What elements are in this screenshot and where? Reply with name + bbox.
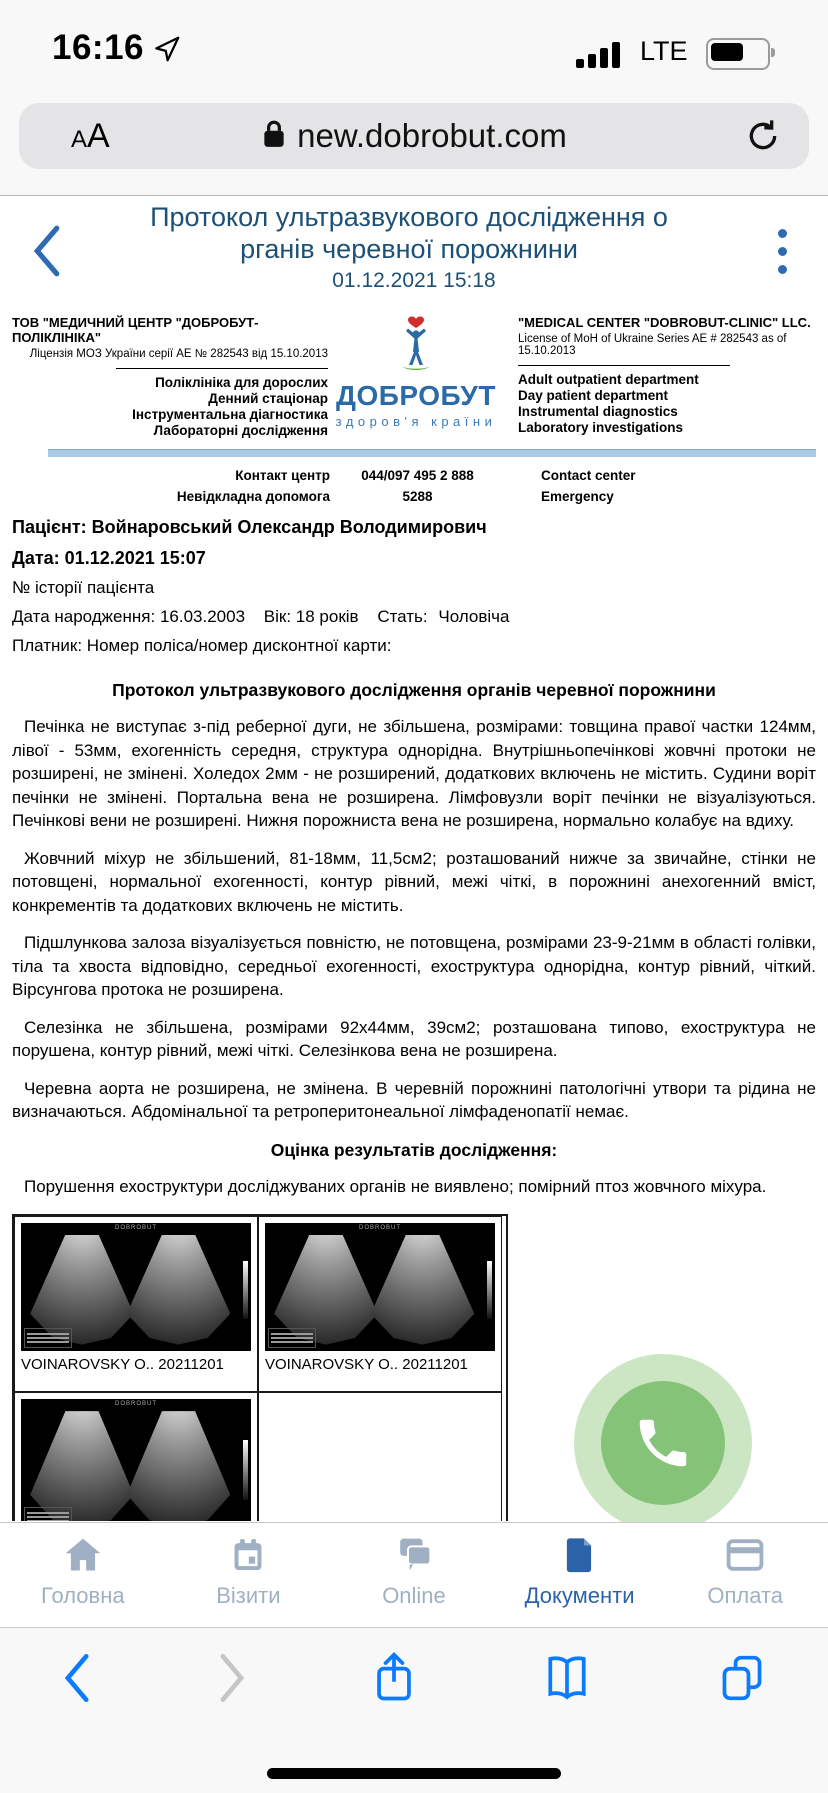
company-name-ua: ТОВ "МЕДИЧНИЙ ЦЕНТР "ДОБРОБУТ-ПОЛІКЛІНІКА" xyxy=(12,315,259,345)
page-title xyxy=(90,201,728,265)
contact-label-en: Contact center xyxy=(541,468,636,483)
tab-documents[interactable] xyxy=(497,1523,663,1628)
tab-label: Головна xyxy=(41,1583,125,1608)
url-text: new.dobrobut.com xyxy=(297,117,567,154)
license-en: License of MoH of Ukraine Series AE # 282543 as of 15.10.2013 xyxy=(518,333,787,357)
report-paragraph-gallbladder: Жовчний міхур не збільшений, 81-18мм, 11,5см2; розташований нижче за звичайне, стінки не потовщені, нормальної ехогенності, контур рівний, межі чіткі, в порожнині анехогенний вміст, конкрементів та додаткових включень не містить. xyxy=(12,848,816,915)
logo-figure-icon xyxy=(394,315,438,373)
scan-header-text: DOBROBUT xyxy=(114,1225,157,1231)
letterhead-divider xyxy=(48,449,816,457)
report-paragraph-aorta: Черевна аорта не розширена, не змінена. В черевній порожнині патологічні утвори та рідина не визначаються. Абдомінальної та ретроперитонеальної лімфаденопатії немає. xyxy=(12,1078,816,1121)
url-bar[interactable] xyxy=(19,103,809,169)
cellular-signal-icon xyxy=(576,42,628,68)
ultrasound-image-grid xyxy=(12,1214,508,1521)
patient-label: Пацієнт: xyxy=(12,517,87,537)
chrome-divider xyxy=(0,195,828,196)
document-icon xyxy=(562,1536,598,1574)
phone-icon xyxy=(632,1412,694,1474)
ultrasound-image xyxy=(21,1223,251,1351)
contact-label-ua: Невідкладна допомога xyxy=(176,489,330,504)
contact-value: 044/097 495 2 888 xyxy=(361,468,474,483)
date-value: 01.12.2021 15:07 xyxy=(64,548,206,568)
tab-online[interactable] xyxy=(331,1523,497,1628)
network-type-label: LTE xyxy=(640,36,688,66)
letterhead-ua xyxy=(12,315,328,439)
payer-line xyxy=(12,636,816,656)
service-en: Adult outpatient department xyxy=(518,372,699,387)
status-time: 16:16 xyxy=(52,28,145,67)
chat-bubbles-icon xyxy=(393,1536,435,1574)
service-ua: Інструментальна діагностика xyxy=(132,407,328,422)
browser-forward-button[interactable] xyxy=(217,1653,247,1708)
tab-label: Візити xyxy=(216,1583,281,1608)
refresh-button[interactable] xyxy=(743,115,783,162)
report-paragraph-liver: Печінка не виступає з-під реберної дуги, не збільшена, розмірами: товщина правої частки 124мм, лівої - 53мм, ехогенність середня, структура однорідна. Внутрішньопечінкові жовчні протоки не розширені, не змінені. Холедох 2мм - не розширений, додаткових включень не містить. Судини воріт печінки не змінені. Портальна вена не розширена. Лімфовузли воріт печінки не візуалізуються. Печінкові вени не розширені. Нижня порожниста вена не розширена, нормально колабує на вдиху. xyxy=(12,717,816,830)
contact-label-en: Emergency xyxy=(541,489,614,504)
logo-tagline: здоров'я країни xyxy=(335,414,497,429)
payer-label: Платник: xyxy=(12,636,83,655)
document-datetime: 01.12.2021 15:18 xyxy=(332,269,496,292)
service-ua: Лабораторні дослідження xyxy=(153,423,328,438)
url-field[interactable] xyxy=(19,117,809,157)
dob-label: Дата народження: xyxy=(12,607,156,626)
tab-visits[interactable] xyxy=(166,1523,332,1628)
reader-text-size-button[interactable]: AA xyxy=(71,117,110,155)
exam-date-line xyxy=(12,548,816,569)
image-caption: VOINAROVSKY O.. 20211201 xyxy=(21,1356,224,1373)
ultrasound-cell xyxy=(14,1392,258,1521)
report-title: Протокол ультразвукового дослідження органів черевної порожнини xyxy=(112,680,716,700)
calendar-icon xyxy=(228,1536,268,1574)
company-name-en: "MEDICAL CENTER "DOBROBUT-CLINIC" LLC. xyxy=(518,315,811,330)
birth-line xyxy=(12,607,816,627)
license-ua: Ліцензія МОЗ України серії АЕ № 282543 від 15.10.2013 xyxy=(29,348,328,360)
home-indicator[interactable] xyxy=(267,1768,561,1779)
image-caption: VOINAROVSKY O.. 20211201 xyxy=(265,1356,468,1373)
call-floating-button[interactable] xyxy=(574,1354,752,1532)
service-ua: Денний стаціонар xyxy=(208,391,328,406)
ultrasound-image xyxy=(265,1223,495,1351)
payer-value: Номер поліса/номер дисконтної карти: xyxy=(86,636,392,655)
page-title-line2: рганів черевної порожнини xyxy=(240,234,578,264)
service-en: Instrumental diagnostics xyxy=(518,404,678,419)
card-icon xyxy=(724,1536,766,1574)
contact-label-ua: Контакт центр xyxy=(235,468,330,483)
service-en: Laboratory investigations xyxy=(518,420,684,435)
ultrasound-cell xyxy=(14,1216,258,1392)
scan-header-text: DOBROBUT xyxy=(358,1225,401,1231)
contact-value: 5288 xyxy=(402,489,433,504)
sex-label: Стать: xyxy=(377,607,428,626)
app-tab-bar xyxy=(0,1522,828,1628)
contacts-block xyxy=(12,465,816,507)
share-button[interactable] xyxy=(371,1650,417,1711)
service-en: Day patient department xyxy=(518,388,669,403)
tab-label: Документи xyxy=(524,1583,635,1608)
tab-label: Online xyxy=(382,1583,446,1608)
safari-toolbar xyxy=(0,1627,828,1793)
report-paragraph-pancreas: Підшлункова залоза візуалізується повністю, не потовщена, розмірами 23-9-21мм в області голівки, тіла та хвоста відповідно, середньої ехогенності, ехоструктура однорідна, контур рівний, чіткий. Вірсунгова протока не розширена. xyxy=(12,933,816,999)
browser-chrome xyxy=(0,0,828,196)
age-value: 18 років xyxy=(295,607,359,626)
assessment-heading: Оцінка результатів дослідження: xyxy=(270,1139,558,1160)
tab-payment[interactable] xyxy=(662,1523,828,1628)
browser-back-button[interactable] xyxy=(62,1653,92,1708)
contact-row xyxy=(12,486,816,507)
status-bar xyxy=(0,18,828,78)
clinic-letterhead xyxy=(12,315,816,439)
sex-value: Чоловіча xyxy=(438,607,510,626)
scan-header-text: DOBROBUT xyxy=(114,1401,157,1407)
report-paragraph-spleen: Селезінка не збільшена, розмірами 92х44мм, 39см2; розташована типово, ехоструктура не порушена, контур рівний, межі чіткі. Селезінкова вена не розширена. xyxy=(12,1017,816,1060)
tab-home[interactable] xyxy=(0,1523,166,1628)
document-body xyxy=(0,305,828,1521)
history-number-line: № історії пацієнта xyxy=(12,578,155,597)
more-menu-button[interactable] xyxy=(778,229,788,283)
letterhead-en xyxy=(504,315,816,439)
app-header xyxy=(0,197,828,305)
logo-name: ДОБРОБУТ xyxy=(336,380,496,411)
assessment-text: Порушення ехоструктури досліджуваних органів не виявлено; помірний птоз жовчного міхура. xyxy=(24,1176,767,1196)
date-label: Дата: xyxy=(12,548,60,568)
tab-label: Оплата xyxy=(707,1583,784,1608)
ultrasound-cell xyxy=(258,1216,502,1392)
dob-value: 16.03.2003 xyxy=(159,607,246,626)
empty-cell xyxy=(258,1392,502,1521)
home-icon xyxy=(62,1536,104,1574)
location-arrow-icon xyxy=(152,34,182,69)
battery-icon xyxy=(706,38,770,70)
ultrasound-image xyxy=(21,1399,251,1521)
patient-name: Войнаровський Олександр Володимирович xyxy=(91,517,487,537)
contact-row xyxy=(12,465,816,486)
service-ua: Поліклініка для дорослих xyxy=(155,375,328,390)
tabs-button[interactable] xyxy=(718,1652,766,1709)
bookmarks-button[interactable] xyxy=(541,1652,593,1709)
lock-icon xyxy=(261,119,287,157)
page-title-line1: Протокол ультразвукового дослідження о xyxy=(150,202,668,232)
age-label: Вік: xyxy=(263,607,292,626)
clinic-logo xyxy=(328,315,504,439)
patient-name-line xyxy=(12,517,816,538)
